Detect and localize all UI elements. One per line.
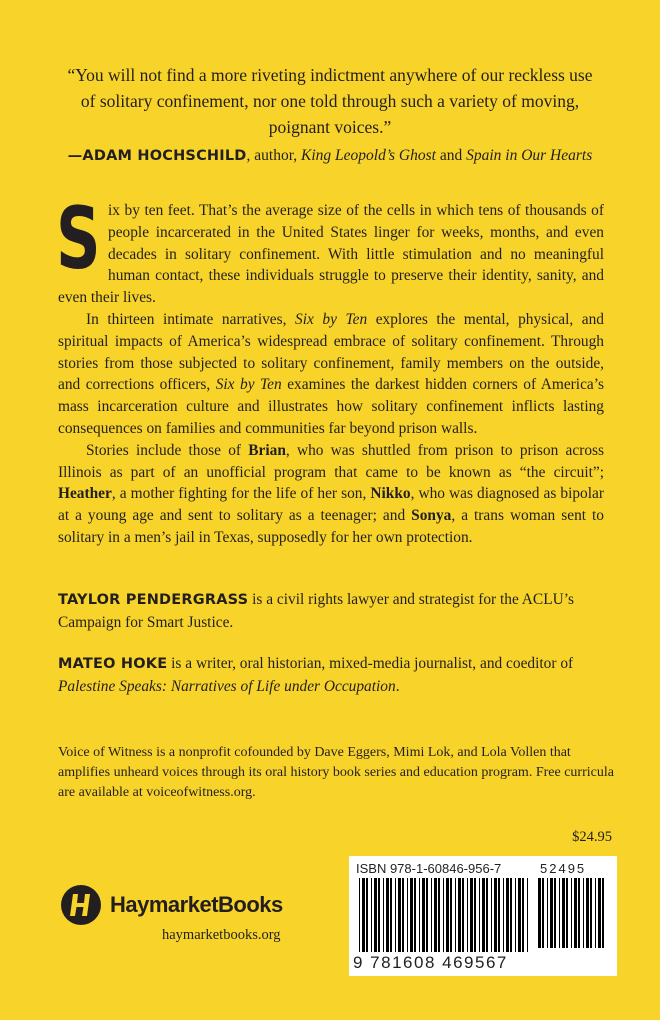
barcode-bar bbox=[586, 878, 589, 948]
barcode-bar bbox=[470, 878, 473, 952]
p2-b: explores the mental, physical, and spiritual impacts of America’s widespread embrace of solitary confinement. Through stories from those subjected to solitary confinement, family members on the outside, and corrections officers, bbox=[58, 310, 604, 394]
barcode-bar bbox=[410, 878, 413, 952]
barcode-bar bbox=[510, 878, 512, 952]
barcode-bar bbox=[402, 878, 404, 952]
barcode-bar bbox=[378, 878, 380, 952]
barcode-bar bbox=[550, 878, 553, 948]
blurb-quote: “You will not find a more riveting indictment anywhere of our reckless use of solitary confinement, nor one told through such a variety of moving, poignant voices.” bbox=[67, 65, 593, 137]
barcode-bar bbox=[374, 878, 377, 952]
barcode-bar bbox=[498, 878, 500, 952]
barcode-bar bbox=[571, 878, 572, 948]
bio-mateo-end: . bbox=[395, 677, 400, 695]
blurb-and: and bbox=[435, 147, 467, 164]
barcode-bar bbox=[590, 878, 592, 948]
barcode-bar bbox=[467, 878, 468, 952]
price: $24.95 bbox=[572, 829, 612, 845]
barcode-bar bbox=[542, 878, 544, 948]
barcode-bar bbox=[443, 878, 444, 952]
p3-c: , a mother fighting for the life of her son, bbox=[111, 485, 371, 503]
name-nikko: Nikko bbox=[370, 485, 411, 503]
barcode-bar bbox=[503, 878, 504, 952]
barcode-bar bbox=[538, 878, 541, 948]
drop-cap: S bbox=[56, 189, 101, 289]
publisher-url[interactable]: haymarketbooks.org bbox=[162, 927, 281, 943]
barcode-bar bbox=[462, 878, 464, 952]
paragraph-1-text: ix by ten feet. That’s the average size of the cells in which tens of thousands of people incarcerated in the United States linger for weeks, months, and even decades in solitary confinement. With little stimulation and no meaningful human contact, these individuals struggle to preserve their identity, sanity, and even their lives. bbox=[58, 202, 604, 307]
blurb-attribution bbox=[60, 145, 600, 167]
ean-number: 9 781608 469567 bbox=[353, 953, 508, 972]
name-brian: Brian bbox=[248, 441, 286, 459]
description bbox=[56, 189, 605, 549]
barcode-bar bbox=[419, 878, 420, 952]
ean-bars bbox=[359, 878, 531, 958]
barcode-bar bbox=[359, 878, 360, 952]
barcode-bar bbox=[426, 878, 428, 952]
barcode-bar bbox=[522, 878, 524, 952]
blurb-role: , author, bbox=[246, 147, 302, 164]
bio-mateo-book: Palestine Speaks: Narratives of Life under Occupation bbox=[58, 677, 396, 695]
barcode-bar bbox=[491, 878, 492, 952]
barcode-bar bbox=[422, 878, 425, 952]
barcode-bar bbox=[414, 878, 416, 952]
barcode-bar bbox=[434, 878, 437, 952]
bio-mateo-name: MATEO HOKE bbox=[58, 656, 168, 672]
p2-c: examines the darkest hidden corners of America’s mass incarceration culture and illustrates how solitary confinement inflicts lasting consequences on families and communities far beyond prison walls. bbox=[58, 376, 604, 437]
barcode-bar bbox=[446, 878, 449, 952]
barcode-bar bbox=[595, 878, 596, 948]
barcode-bar bbox=[390, 878, 392, 952]
barcode-bar bbox=[482, 878, 485, 952]
barcode-bar bbox=[479, 878, 480, 952]
blurb-book-1: King Leopold’s Ghost bbox=[301, 147, 436, 164]
p2-title-2: Six by Ten bbox=[215, 376, 282, 394]
barcode-bar bbox=[547, 878, 548, 948]
barcode-bar bbox=[506, 878, 509, 952]
barcode-addon-number: 52495 bbox=[540, 861, 587, 876]
barcode-bar bbox=[554, 878, 556, 948]
publisher-name: HaymarketBooks bbox=[110, 892, 283, 917]
haymarket-h-icon bbox=[60, 884, 102, 926]
barcode-bar bbox=[583, 878, 584, 948]
bio-mateo-text: is a writer, oral historian, mixed-media journalist, and coeditor of bbox=[167, 655, 574, 672]
p3-d: , who was diagnosed as bipolar at a young age and sent to solitary as a teenager; and bbox=[58, 485, 604, 525]
barcode-bar bbox=[494, 878, 497, 952]
barcode-bar bbox=[458, 878, 461, 952]
isbn-label: ISBN 978-1-60846-956-7 bbox=[356, 861, 502, 876]
barcode-bar bbox=[474, 878, 476, 952]
publisher-logo[interactable] bbox=[60, 880, 283, 930]
p3-b: , who was shuttled from prison to prison across Illinois as part of an unofficial program that came to be known as “the circuit”; bbox=[58, 441, 604, 481]
barcode bbox=[349, 856, 617, 976]
blurb-book-2: Spain in Our Hearts bbox=[466, 147, 593, 164]
barcode-bar bbox=[578, 878, 580, 948]
blurb-author: —ADAM HOCHSCHILD bbox=[67, 148, 247, 164]
barcode-bar bbox=[515, 878, 516, 952]
addon-bars bbox=[538, 878, 608, 954]
bio-taylor-text: is a civil rights lawyer and strategist for the ACLU’s Campaign for Smart Justice. bbox=[58, 591, 574, 631]
p2-a: In thirteen intimate narratives, bbox=[86, 310, 296, 328]
barcode-bar bbox=[527, 878, 528, 952]
barcode-bar bbox=[383, 878, 384, 952]
barcode-bar bbox=[386, 878, 389, 952]
p3-a: Stories include those of bbox=[86, 441, 249, 459]
barcode-bar bbox=[371, 878, 372, 952]
barcode-bar bbox=[366, 878, 368, 952]
voice-of-witness-note: Voice of Witness is a nonprofit cofounded by Dave Eggers, Mimi Lok, and Lola Vollen that amplifies unheard voices through its oral history book series and education program. Free curricula are available at voiceofwitness.org. bbox=[58, 745, 614, 800]
barcode-bar bbox=[431, 878, 432, 952]
barcode-bar bbox=[486, 878, 488, 952]
bio-mateo bbox=[58, 653, 604, 698]
name-heather: Heather bbox=[58, 485, 112, 503]
description-paragraph-2 bbox=[58, 309, 604, 440]
barcode-bar bbox=[518, 878, 521, 952]
bio-taylor bbox=[58, 589, 604, 634]
barcode-bar bbox=[574, 878, 577, 948]
barcode-bar bbox=[602, 878, 604, 948]
name-sonya: Sonya bbox=[411, 507, 452, 525]
barcode-bar bbox=[438, 878, 440, 952]
description-paragraph-1 bbox=[56, 189, 604, 309]
p2-title: Six by Ten bbox=[295, 310, 368, 328]
barcode-bar bbox=[395, 878, 396, 952]
barcode-bar bbox=[362, 878, 365, 952]
barcode-bar bbox=[450, 878, 452, 952]
barcode-bar bbox=[566, 878, 568, 948]
barcode-bar bbox=[562, 878, 565, 948]
barcode-bar bbox=[598, 878, 601, 948]
description-paragraph-3 bbox=[58, 440, 604, 549]
barcode-bar bbox=[407, 878, 408, 952]
bio-taylor-name: TAYLOR PENDERGRASS bbox=[58, 592, 249, 608]
p3-e: , a trans woman sent to solitary in a men’s jail in Texas, supposedly for her own protection. bbox=[58, 507, 605, 546]
barcode-bar bbox=[455, 878, 456, 952]
barcode-bar bbox=[559, 878, 560, 948]
barcode-bar bbox=[398, 878, 401, 952]
